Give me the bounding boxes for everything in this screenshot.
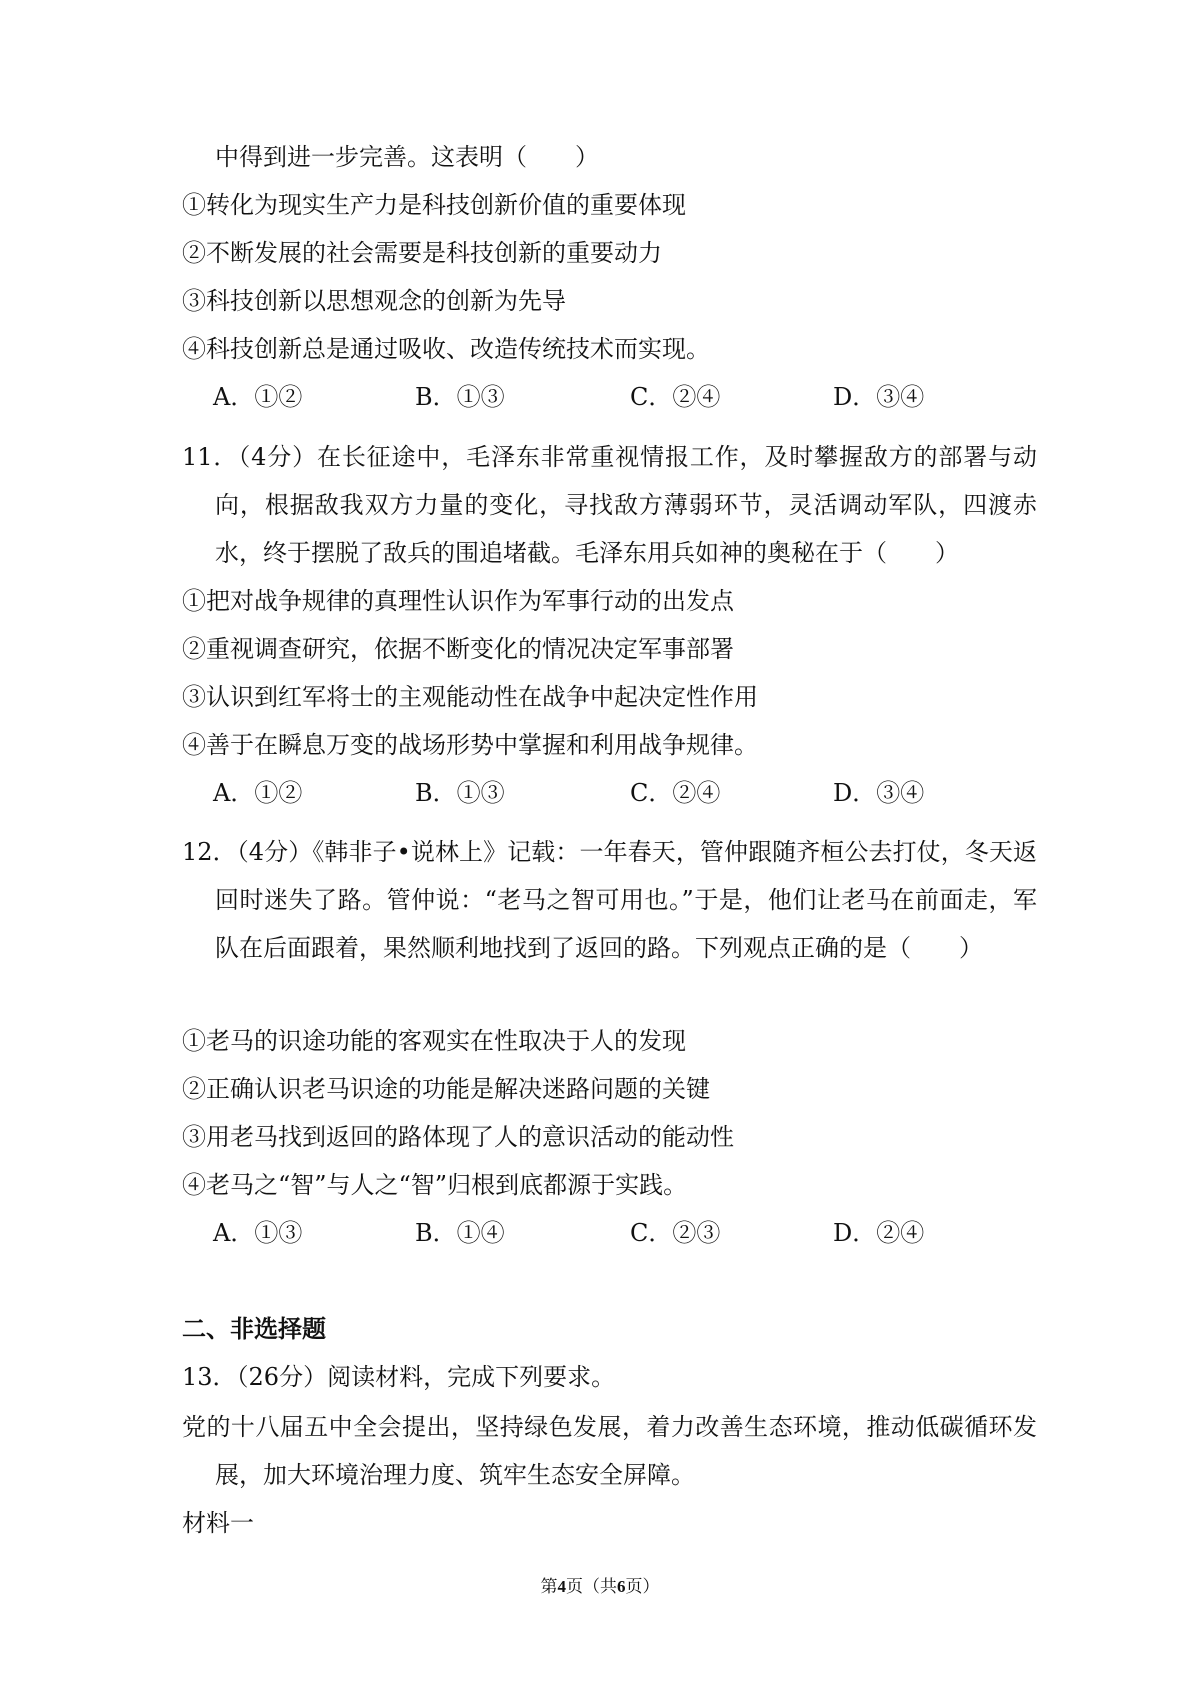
- q10-option-a: A．①②: [213, 383, 303, 411]
- section-title: 二、非选择题: [182, 1314, 326, 1343]
- q11-item-1: ①把对战争规律的真理性认识作为军事行动的出发点: [182, 587, 734, 615]
- q13-material: [182, 1403, 1037, 1499]
- q13-stem: 13．（26分）阅读材料，完成下列要求。: [182, 1363, 616, 1391]
- q10-option-c: C．②④: [630, 383, 721, 411]
- q11-stem: [182, 433, 1037, 577]
- q11-item-3: ③认识到红军将士的主观能动性在战争中起决定性作用: [182, 683, 758, 711]
- q10-option-b: B．①③: [415, 383, 505, 411]
- q11-item-4: ④善于在瞬息万变的战场形势中掌握和利用战争规律。: [182, 731, 758, 759]
- q12-item-3: ③用老马找到返回的路体现了人的意识活动的能动性: [182, 1123, 734, 1151]
- q12-option-d: D．②④: [833, 1219, 925, 1247]
- q12-item-4: ④老马之“智”与人之“智”归根到底都源于实践。: [182, 1171, 688, 1199]
- q12-item-2: ②正确认识老马识途的功能是解决迷路问题的关键: [182, 1075, 710, 1103]
- q11-item-2: ②重视调查研究，依据不断变化的情况决定军事部署: [182, 635, 734, 663]
- q12-option-b: B．①④: [415, 1219, 505, 1247]
- q10-item-3: ③科技创新以思想观念的创新为先导: [182, 287, 566, 315]
- q10-item-4: ④科技创新总是通过吸收、改造传统技术而实现。: [182, 335, 710, 363]
- q10-item-2: ②不断发展的社会需要是科技创新的重要动力: [182, 239, 662, 267]
- q12-option-c: C．②③: [630, 1219, 721, 1247]
- q11-option-a: A．①②: [213, 779, 303, 807]
- q12-option-a: A．①③: [213, 1219, 303, 1247]
- page-footer: [0, 1576, 1200, 1598]
- footer-total-pages: 6: [617, 1577, 626, 1596]
- footer-suffix: 页）: [625, 1577, 660, 1597]
- q11-option-d: D．③④: [833, 779, 925, 807]
- q13-material-text: 党的十八届五中全会提出，坚持绿色发展，着力改善生态环境，推动低碳循环发展，加大环境治理力度、筑牢生态安全屏障。: [182, 1413, 1037, 1489]
- q10-stem-tail: 中得到进一步完善。这表明（ ）: [215, 143, 599, 171]
- q12-stem-text: 12．（4分）《韩非子•说林上》记载：一年春天，管仲跟随齐桓公去打仗，冬天返回时迷失了路。管仲说：“老马之智可用也。”于是，他们让老马在前面走，军队在后面跟着，果然顺利地找到了返回的路。下列观点正确的是（ ）: [182, 838, 1037, 962]
- footer-mid: 页（共: [566, 1577, 617, 1597]
- q11-option-b: B．①③: [415, 779, 505, 807]
- q12-stem: [182, 828, 1037, 972]
- q11-stem-text: 11．（4分）在长征途中，毛泽东非常重视情报工作，及时攀握敌方的部署与动向，根据敌我双方力量的变化，寻找敌方薄弱环节，灵活调动军队，四渡赤水，终于摆脱了敌兵的围追堵截。毛泽东用兵如神的奥秘在于（ ）: [182, 443, 1037, 567]
- q10-item-1: ①转化为现实生产力是科技创新价值的重要体现: [182, 191, 686, 219]
- q10-option-d: D．③④: [833, 383, 925, 411]
- footer-page-number: 4: [557, 1577, 566, 1596]
- material-label: 材料一: [182, 1509, 254, 1537]
- footer-prefix: 第: [540, 1577, 558, 1597]
- q12-item-1: ①老马的识途功能的客观实在性取决于人的发现: [182, 1027, 686, 1055]
- q11-option-c: C．②④: [630, 779, 721, 807]
